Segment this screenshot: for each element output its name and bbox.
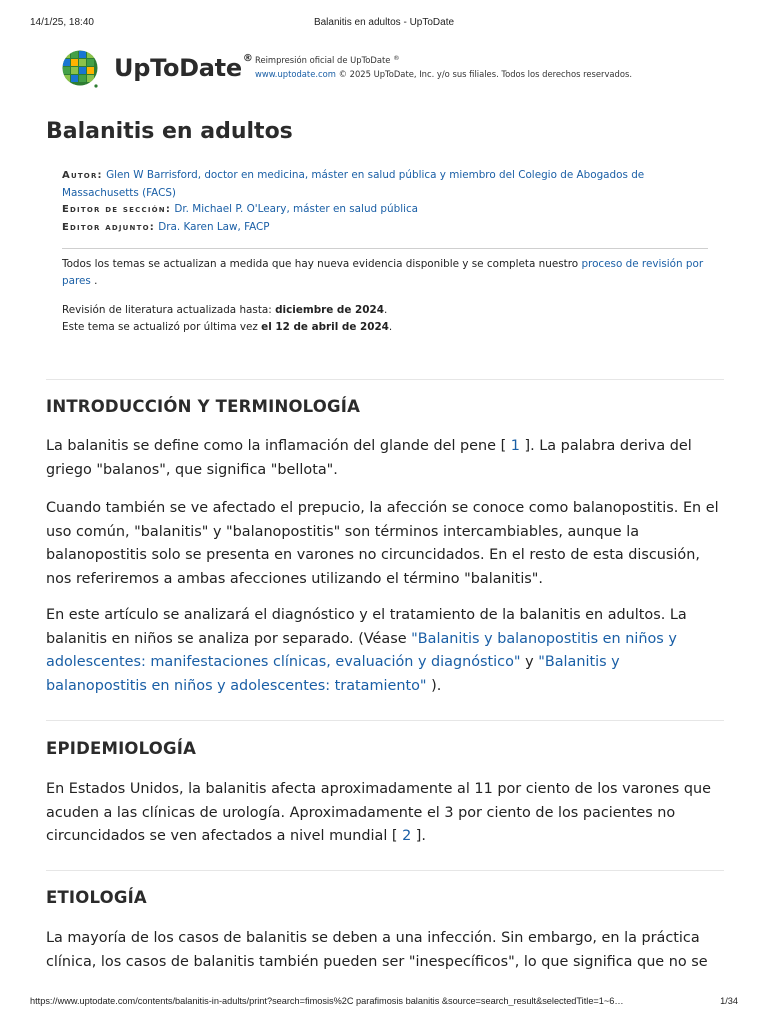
reprint-notice: Reimpresión oficial de UpToDate ® www.uptodate.com © 2025 UpToDate, Inc. y/o sus filiales. Todos los derechos reservados. (255, 54, 633, 79)
section-editor-link[interactable]: Dr. Michael P. O'Leary, máster en salud pública (174, 203, 419, 215)
section-heading-intro: INTRODUCCIÓN Y TERMINOLOGÍA (46, 397, 361, 416)
page-title: Balanitis en adultos (46, 119, 293, 144)
print-page-title: Balanitis en adultos - UpToDate (313, 17, 455, 28)
page-number: 1/34 (720, 996, 738, 1006)
peer-review-link[interactable]: proceso de revisión por pares (62, 258, 704, 287)
print-url: https://www.uptodate.com/contents/balanitis-in-adults/print?search=fimosis%2C parafimosis balanitis &source=search_result&selectedTitle=1~6… (30, 996, 624, 1006)
divider (46, 720, 724, 721)
contributor-section-editor: Editor de sección: Dr. Michael P. O'Leary, máster en salud pública (62, 203, 419, 215)
intro-paragraph-1: La balanitis se define como la inflamación del glande del pene [ 1 ]. La palabra deriva del griego "balanos", que significa "bellota". (46, 438, 692, 478)
reference-link[interactable]: 1 (510, 438, 520, 454)
uptodate-logo[interactable] (60, 48, 253, 90)
divider (62, 248, 708, 249)
contributor-deputy-editor: Editor adjunto: Dra. Karen Law, FACP (62, 220, 270, 233)
etiology-paragraph: La mayoría de los casos de balanitis se deben a una infección. Sin embargo, en la práctica clínica, los casos de balanitis también pueden ser "inespecíficos", lo que significa que no se (46, 930, 708, 970)
update-note: Todos los temas se actualizan a medida que hay nueva evidencia disponible y se completa nuestro proceso de revisión por pares . (62, 258, 704, 287)
divider (46, 379, 724, 380)
print-header (30, 17, 738, 31)
uptodate-logo-icon (60, 49, 100, 89)
uptodate-wordmark: UpToDate® (114, 53, 253, 82)
deputy-editor-link[interactable]: Dra. Karen Law, FACP (158, 220, 270, 233)
divider (46, 870, 724, 871)
print-footer (30, 996, 738, 1010)
related-topic-link[interactable]: "Balanitis y balanopostitis en niños y adolescentes: tratamiento" (46, 654, 620, 694)
reference-link[interactable]: 2 (402, 828, 412, 844)
last-updated-date: Este tema se actualizó por última vez el 12 de abril de 2024. (62, 320, 393, 333)
related-topic-link[interactable]: "Balanitis y balanopostitis en niños y adolescentes: manifestaciones clínicas, evaluación y diagnóstico" (46, 630, 677, 670)
section-heading-epidemiology: EPIDEMIOLOGÍA (46, 739, 197, 758)
section-heading-etiology: ETIOLOGÍA (46, 888, 147, 907)
intro-paragraph-2: Cuando también se ve afectado el prepucio, la afección se conoce como balanopostitis. En el uso común, "balanitis" y "balanopostitis" son términos intercambiables, aunque la balanopostitis solo se presenta en varones no circuncidados. En el resto de esta discusión, nos referiremos a ambas afecciones utilizando el término "balanitis". (46, 500, 719, 587)
print-datetime: 14/1/25, 18:40 (30, 17, 94, 28)
intro-paragraph-3: En este artículo se analizará el diagnóstico y el tratamiento de la balanitis en adultos. La balanitis en niños se analiza por separado. (Véase "Balanitis y balanopostitis en niños y adolescentes: manifestaciones clínicas, evaluación y diagnóstico" y "Balanitis y balanopostitis en niños y adolescentes: tratamiento" ). (46, 607, 687, 694)
uptodate-site-link[interactable]: www.uptodate.com (255, 69, 336, 79)
contributors (62, 167, 708, 236)
author-link[interactable]: Glen W Barrisford, doctor en medicina, máster en salud pública y miembro del Colegio de Abogados de Massachusetts (FACS) (62, 169, 645, 199)
literature-review-date: Revisión de literatura actualizada hasta: diciembre de 2024. (62, 304, 388, 316)
contributor-author: Autor: Glen W Barrisford, doctor en medicina, máster en salud pública y miembro del Colegio de Abogados de Massachusetts (FACS) (62, 169, 645, 199)
review-dates (62, 302, 708, 335)
epidemiology-paragraph: En Estados Unidos, la balanitis afecta aproximadamente al 11 por ciento de los varones que acuden a las clínicas de urología. Aproximadamente el 3 por ciento de los pacientes no circuncidados se ven afectados a nivel mundial [ 2 ]. (46, 781, 711, 844)
